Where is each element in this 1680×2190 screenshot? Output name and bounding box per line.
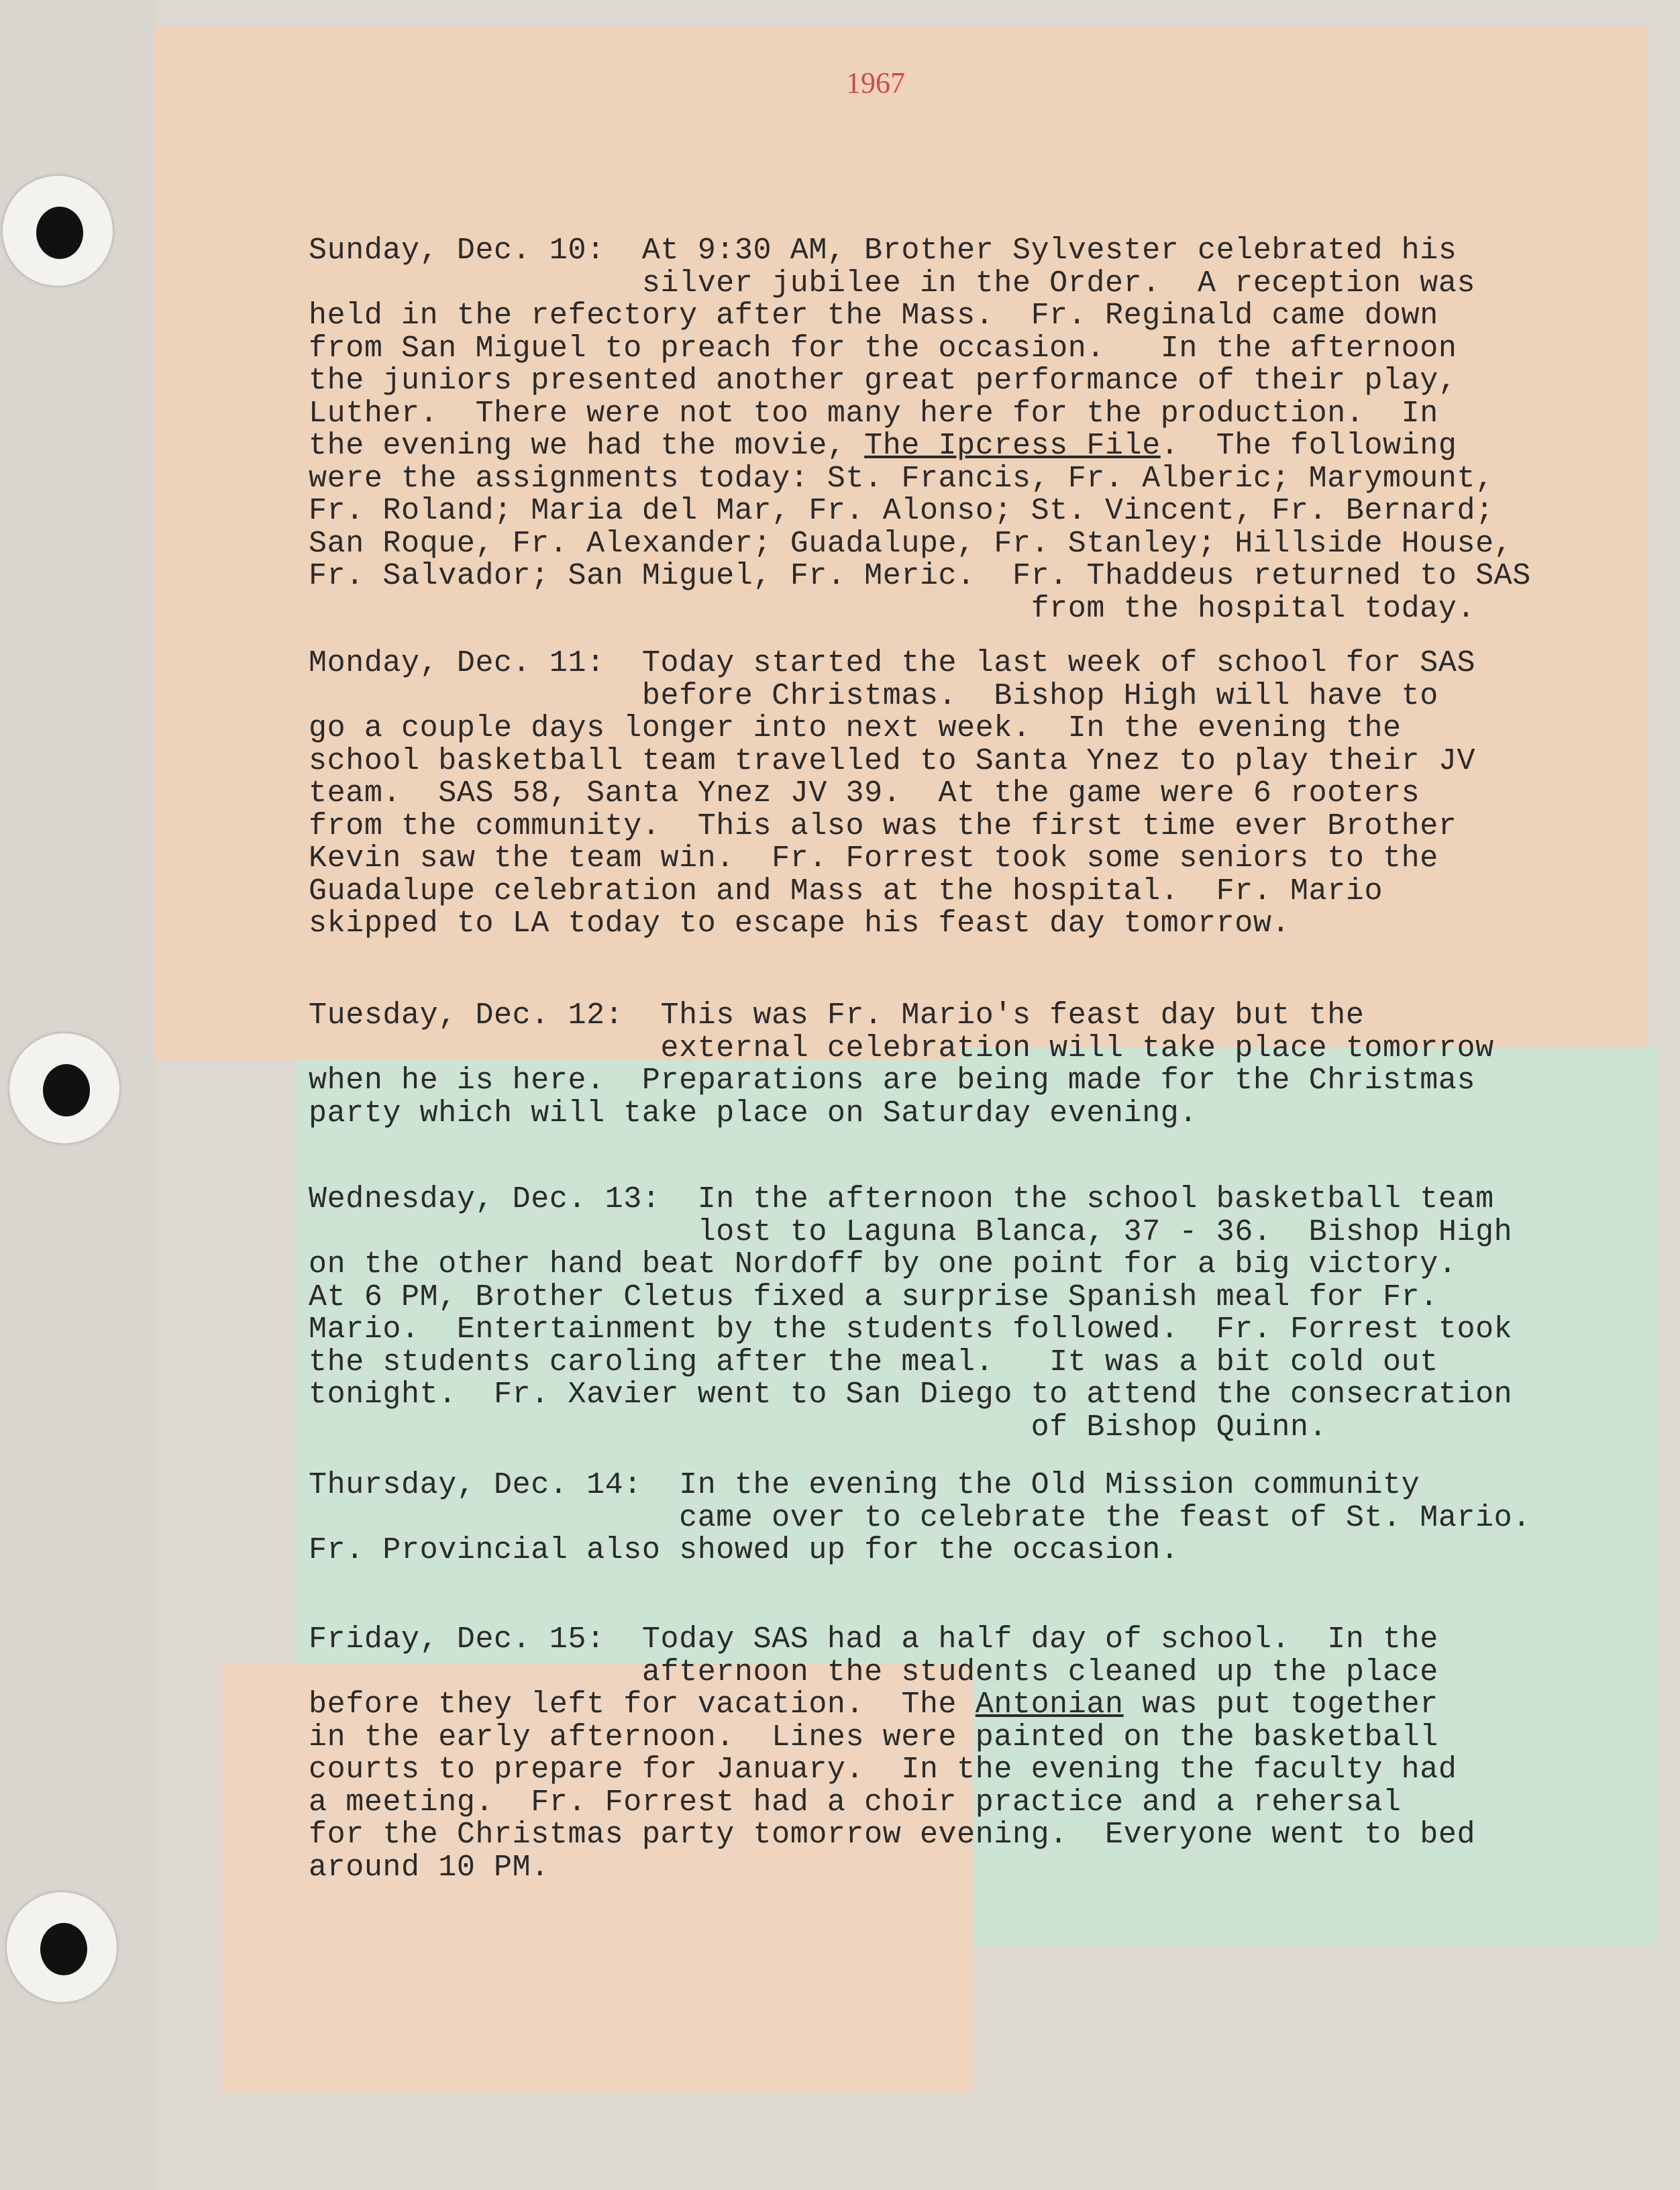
entry-line: school basketball team travelled to Santa Ynez to play their JV [309,743,1476,778]
entry-line: came over to celebrate the feast of St. Mario. [309,1500,1531,1535]
entry-line: Mario. Entertainment by the students followed. Fr. Forrest took [309,1312,1513,1347]
entry-line: in the early afternoon. Lines were painted on the basketball [309,1720,1438,1755]
entry-line: Fr. Roland; Maria del Mar, Fr. Alonso; St. Vincent, Fr. Bernard; [309,494,1494,528]
diary-entry-dec-11 [309,647,1671,941]
diary-entry-dec-12 [309,1000,1671,1130]
entry-text: the evening we had the movie, [309,429,865,463]
entry-line: lost to Laguna Blanca, 37 - 36. Bishop High [309,1214,1513,1249]
entry-line: Friday, Dec. 15: Today SAS had a half day of school. In the [309,1622,1438,1657]
entry-text: was put together [1123,1687,1438,1722]
entry-line: go a couple days longer into next week. In the evening the [309,711,1402,745]
entry-line: before Christmas. Bishop High will have to [309,678,1438,713]
entry-line: held in the refectory after the Mass. Fr. Reginald came down [309,299,1438,333]
diary-entry-dec-13 [309,1184,1671,1444]
binder-hole-top [3,176,113,286]
entry-line: of Bishop Quinn. [309,1410,1328,1445]
entry-line: Sunday, Dec. 10: At 9:30 AM, Brother Sylvester celebrated his [309,233,1457,268]
entry-line: a meeting. Fr. Forrest had a choir practice and a rehersal [309,1785,1402,1820]
entry-line: party which will take place on Saturday evening. [309,1096,1198,1131]
entry-line: for the Christmas party tomorrow evening. Everyone went to bed [309,1818,1476,1852]
newspaper-title: Antonian [975,1687,1124,1722]
entry-line: when he is here. Preparations are being made for the Christmas [309,1063,1476,1098]
entry-line: the students caroling after the meal. It was a bit cold out [309,1345,1438,1379]
entry-line: external celebration will take place tomorrow [309,1031,1494,1065]
entry-line: skipped to LA today to escape his feast day tomorrow. [309,906,1291,941]
entry-text: before they left for vacation. The [309,1687,976,1722]
entry-line-movie [309,430,1671,463]
diary-entry-dec-14 [309,1469,1671,1567]
entry-line: Thursday, Dec. 14: In the evening the Old Mission community [309,1468,1420,1502]
entry-text: . The following [1160,429,1457,463]
entry-line: courts to prepare for January. In the evening the faculty had [309,1753,1457,1787]
entry-line: on the other hand beat Nordoff by one point for a big victory. [309,1247,1457,1282]
entry-line: Luther. There were not too many here for the production. In [309,396,1438,431]
entry-line: Wednesday, Dec. 13: In the afternoon the school basketball team [309,1182,1494,1216]
entry-line: afternoon the students cleaned up the place [309,1655,1438,1689]
diary-entry-dec-10 [309,235,1671,625]
entry-line: tonight. Fr. Xavier went to San Diego to attend the consecration [309,1377,1513,1412]
entry-line: Kevin saw the team win. Fr. Forrest took some seniors to the [309,841,1438,876]
entry-line: around 10 PM. [309,1850,549,1885]
movie-title: The Ipcress File [864,429,1161,463]
entry-line: At 6 PM, Brother Cletus fixed a surprise Spanish meal for Fr. [309,1280,1438,1314]
page-year: 1967 [846,66,905,99]
entry-line: Guadalupe celebration and Mass at the hospital. Fr. Mario [309,874,1383,908]
entry-line: team. SAS 58, Santa Ynez JV 39. At the game were 6 rooters [309,776,1420,811]
entry-line: from San Miguel to preach for the occasion. In the afternoon [309,331,1457,366]
entry-line: from the hospital today. [309,591,1476,626]
entry-line-antonian [309,1689,1671,1722]
entry-line: San Roque, Fr. Alexander; Guadalupe, Fr. Stanley; Hillside House, [309,526,1513,561]
binder-hole-bottom [7,1892,117,2002]
entry-line: silver jubilee in the Order. A reception was [309,266,1476,301]
entry-line: Fr. Provincial also showed up for the occasion. [309,1533,1179,1567]
entry-line: from the community. This also was the first time ever Brother [309,809,1457,843]
entry-line: the juniors presented another great performance of their play, [309,364,1457,398]
binder-hole-middle [9,1033,119,1143]
diary-entry-dec-15 [309,1624,1671,1884]
entry-line: Tuesday, Dec. 12: This was Fr. Mario's feast day but the [309,998,1365,1033]
entry-line: Monday, Dec. 11: Today started the last week of school for SAS [309,646,1476,680]
entry-line: were the assignments today: St. Francis, Fr. Alberic; Marymount, [309,461,1494,496]
entry-line: Fr. Salvador; San Miguel, Fr. Meric. Fr. Thaddeus returned to SAS [309,559,1531,593]
